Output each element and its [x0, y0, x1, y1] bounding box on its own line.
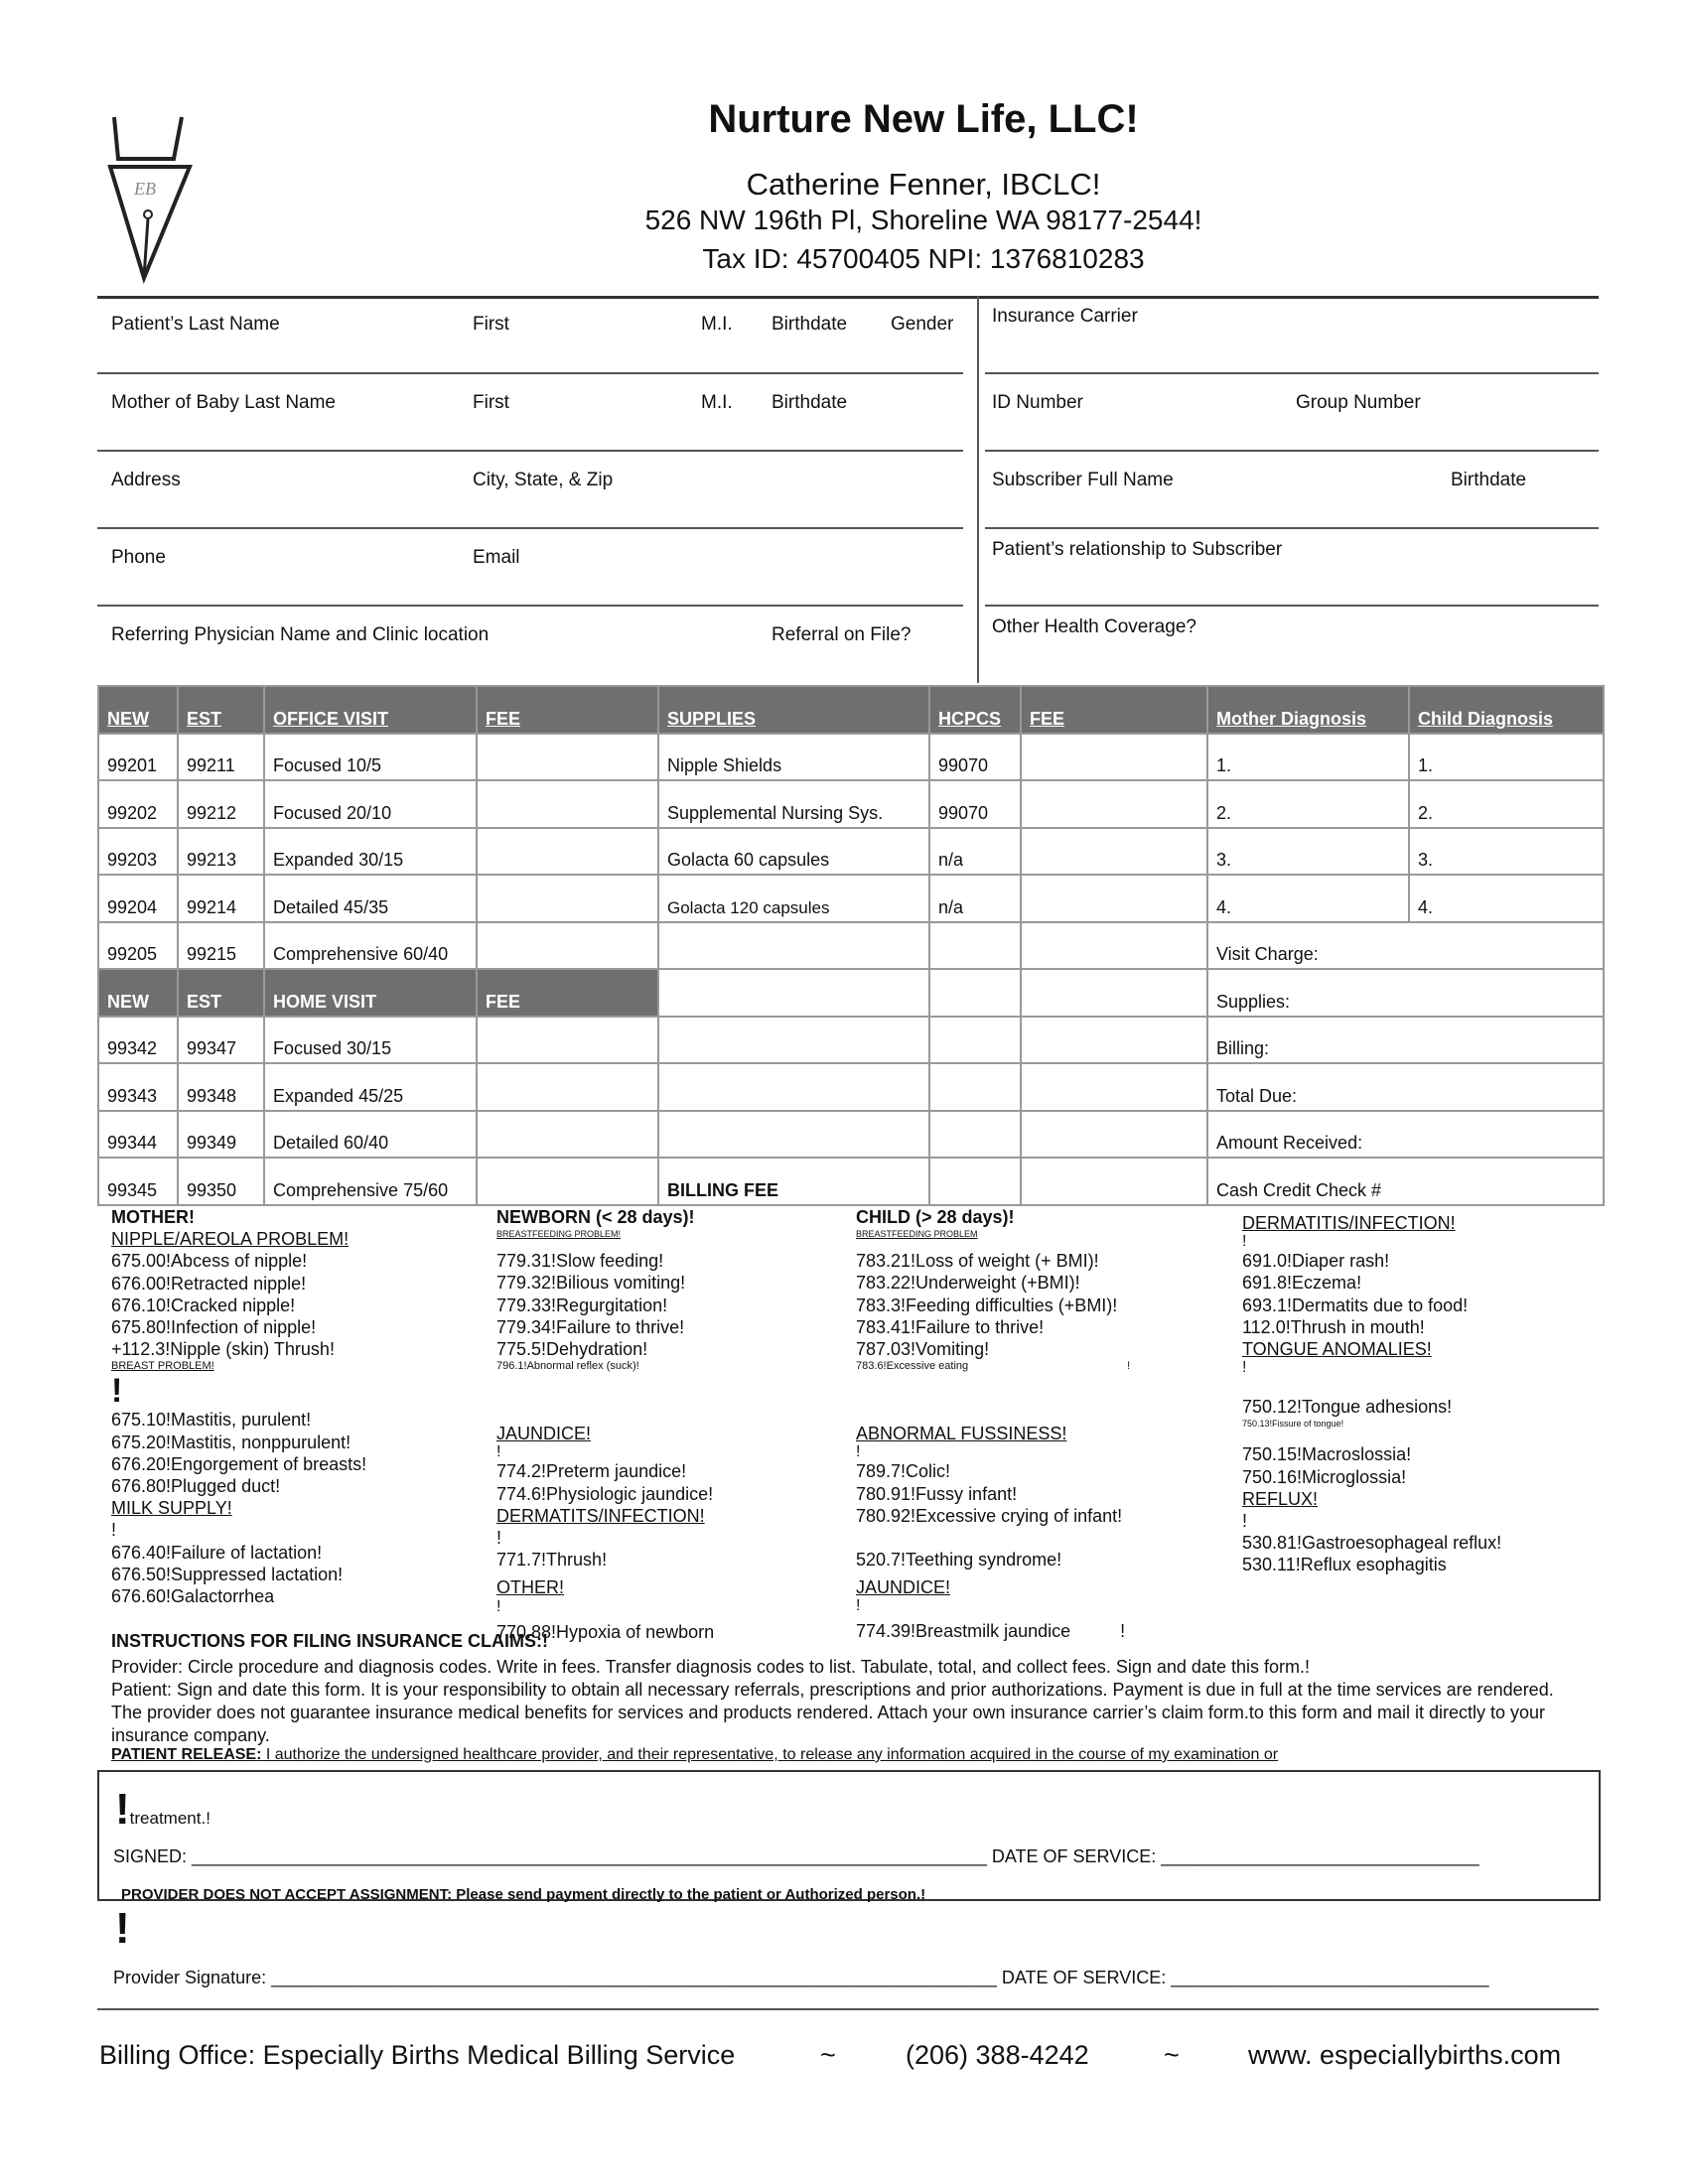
diagnosis-code[interactable]: 780.92!Excessive crying of infant! — [856, 1505, 1123, 1526]
provider-name: Catherine Fenner, IBCLC! — [746, 167, 1101, 202]
col-supply-fee: FEE — [1021, 686, 1207, 734]
other-coverage-label: Other Health Coverage? — [992, 616, 1196, 637]
diagnosis-code[interactable]: 675.20!Mastitis, nonppurulent! — [111, 1432, 352, 1452]
fee-cell[interactable] — [1021, 780, 1207, 828]
divider — [97, 2008, 1599, 2010]
patient-last-name-label: Patient’s Last Name — [111, 314, 280, 335]
col-child-diagnosis: Child Diagnosis — [1409, 686, 1604, 734]
org-name: Nurture New Life, LLC! — [708, 97, 1139, 141]
diagnosis-code[interactable]: 779.34!Failure to thrive! — [496, 1316, 685, 1337]
col-mother-diagnosis: Mother Diagnosis — [1207, 686, 1409, 734]
diagnosis-code[interactable] — [856, 1360, 1130, 1373]
cell: Golacta 60 capsules — [658, 828, 929, 876]
logo-initials: EB — [134, 179, 156, 199]
diagnosis-code[interactable]: 783.41!Failure to thrive! — [856, 1316, 1045, 1337]
mother-heading: MOTHER! — [111, 1207, 195, 1227]
exclamation-mark: ! — [1242, 1511, 1248, 1532]
cell — [929, 1111, 1021, 1159]
diagnosis-code[interactable]: 676.80!Plugged duct! — [111, 1476, 281, 1497]
cell: Expanded 45/25 — [264, 1063, 477, 1111]
diagnosis-code[interactable]: 775.5!Dehydration! — [496, 1339, 648, 1360]
divider — [97, 450, 963, 452]
divider — [97, 296, 1599, 299]
child-jaundice-heading: JAUNDICE! — [856, 1577, 951, 1598]
city-label: City, State, & Zip — [473, 470, 614, 490]
child-other-diagnosis-codes — [1242, 1212, 1501, 1576]
col-est: EST — [178, 969, 264, 1017]
diagnosis-code[interactable]: 691.8!Eczema! — [1242, 1273, 1362, 1294]
table-row — [98, 875, 1604, 922]
divider — [97, 527, 963, 529]
exclamation-mark: ! — [856, 1597, 861, 1615]
diagnosis-code[interactable]: 774.2!Preterm jaundice! — [496, 1461, 687, 1482]
cell[interactable]: n/a — [929, 875, 1021, 922]
divider — [985, 450, 1599, 452]
cell[interactable]: 1. — [1409, 734, 1604, 781]
col-hcpcs: HCPCS — [929, 686, 1021, 734]
fee-cell[interactable] — [477, 780, 658, 828]
patient-gender-label: Gender — [891, 314, 954, 335]
divider — [985, 527, 1599, 529]
provider-signature-line[interactable]: Provider Signature: _________________________________________________________________________ DATE OF SERVICE: ________________________________ — [113, 1968, 1489, 1987]
home-visit-header-row — [98, 969, 1604, 1017]
footer-separator: ~ — [1164, 2040, 1180, 2070]
cell[interactable]: 99348 — [178, 1063, 264, 1111]
diagnosis-code-text: 774.39!Breastmilk jaundice — [856, 1621, 1071, 1642]
cell[interactable]: 2. — [1207, 780, 1409, 828]
cell[interactable]: 99214 — [178, 875, 264, 922]
patient-instructions: Patient: Sign and date this form. It is your responsibility to obtain all necessary referrals, prescriptions and prior authorizations. Payment is due in full at the time services are rendered. The provider does not guarantee insurance medical benefits for services and products rendered. Attach your own insurance carrier’s claim form.to this form and mail it directly to your insurance company. — [111, 1680, 1554, 1745]
cell[interactable]: 99347 — [178, 1017, 264, 1064]
diagnosis-code[interactable]: +112.3!Nipple (skin) Thrush! — [111, 1339, 335, 1360]
cell — [929, 922, 1021, 970]
footer-separator: ~ — [820, 2040, 836, 2070]
cell[interactable]: 1. — [1207, 734, 1409, 781]
cell[interactable]: 99205 — [98, 922, 178, 970]
diagnosis-code[interactable]: 750.16!Microglossia! — [1242, 1466, 1407, 1487]
fee-cell[interactable] — [477, 1111, 658, 1159]
diagnosis-code[interactable]: 530.81!Gastroesophageal reflux! — [1242, 1533, 1502, 1554]
col-fee: FEE — [477, 969, 658, 1017]
table-row — [98, 780, 1604, 828]
group-number-label: Group Number — [1296, 392, 1421, 413]
cell[interactable]: 99345 — [98, 1158, 178, 1205]
exclamation-mark: ! — [1120, 1621, 1126, 1642]
patient-release-label: PATIENT RELEASE: — [111, 1746, 262, 1763]
diagnosis-code[interactable]: 691.0!Diaper rash! — [1242, 1251, 1390, 1272]
mother-birthdate-label: Birthdate — [772, 392, 848, 413]
diagnosis-code[interactable]: 693.1!Dermatits due to food! — [1242, 1295, 1469, 1315]
office-visit-header-row — [98, 686, 1604, 734]
diagnosis-code[interactable]: 675.10!Mastitis, purulent! — [111, 1410, 312, 1431]
procedure-codes-table — [97, 685, 1605, 1206]
billing-phone: (206) 388-4242 — [906, 2040, 1089, 2070]
diagnosis-code-text: 783.6!Excessive eating — [856, 1360, 969, 1373]
child-diagnosis-codes — [856, 1206, 1130, 1643]
patient-birthdate-label: Birthdate — [772, 314, 848, 335]
assignment-notice: PROVIDER DOES NOT ACCEPT ASSIGNMENT: Please send payment directly to the patient or Authorized person.! — [121, 1886, 926, 1903]
table-row — [98, 828, 1604, 876]
cell — [658, 1017, 929, 1064]
newborn-heading: NEWBORN (< 28 days)! — [496, 1207, 695, 1227]
nipple-problem-heading: NIPPLE/AREOLA PROBLEM! — [111, 1229, 350, 1250]
exclamation-mark: ! — [856, 1443, 861, 1461]
insurance-carrier-label: Insurance Carrier — [992, 306, 1138, 327]
child-heading: CHILD (> 28 days)! — [856, 1207, 1015, 1227]
diagnosis-code[interactable]: 750.15!Macroslossia! — [1242, 1444, 1412, 1465]
cell: Comprehensive 75/60 — [264, 1158, 477, 1205]
abnormal-fussiness-heading: ABNORMAL FUSSINESS! — [856, 1424, 1067, 1444]
cell: Expanded 30/15 — [264, 828, 477, 876]
exclamation-mark: ! — [496, 1528, 502, 1549]
cell — [1021, 1158, 1207, 1205]
milk-supply-heading: MILK SUPPLY! — [111, 1498, 232, 1519]
relationship-label: Patient’s relationship to Subscriber — [992, 539, 1283, 560]
fee-cell[interactable] — [477, 1017, 658, 1064]
patient-signature-line[interactable]: SIGNED: ________________________________________________________________________________ DATE OF SERVICE: ________________________________ — [113, 1846, 1479, 1866]
cell[interactable]: 2. — [1409, 780, 1604, 828]
diagnosis-code[interactable]: 796.1!Abnormal reflex (suck)! — [496, 1360, 639, 1373]
newborn-diagnosis-codes — [496, 1206, 714, 1643]
referral-on-file-label: Referral on File? — [772, 624, 912, 645]
id-number-label: ID Number — [992, 392, 1083, 413]
cell: Golacta 120 capsules — [658, 875, 929, 922]
diagnosis-code[interactable]: 676.60!Galactorrhea — [111, 1586, 275, 1607]
cell[interactable]: 99204 — [98, 875, 178, 922]
billing-office: Billing Office: Especially Births Medical Billing Service — [99, 2040, 736, 2070]
fee-cell[interactable] — [477, 1158, 658, 1205]
mother-diagnosis-codes — [111, 1206, 366, 1607]
address-label: Address — [111, 470, 181, 490]
diagnosis-code[interactable]: 783.3!Feeding difficulties (+BMI)! — [856, 1295, 1118, 1315]
cell: Focused 20/10 — [264, 780, 477, 828]
divider — [985, 605, 1599, 607]
diagnosis-code[interactable]: 789.7!Colic! — [856, 1461, 951, 1482]
dermatitis-heading: DERMATITS/INFECTION! — [496, 1505, 705, 1526]
referring-physician-label: Referring Physician Name and Clinic location — [111, 624, 490, 645]
dermatitis-infection-heading: DERMATITIS/INFECTION! — [1242, 1213, 1456, 1233]
diagnosis-code[interactable]: 530.11!Reflux esophagitis — [1242, 1555, 1447, 1575]
diagnosis-code[interactable]: 676.40!Failure of lactation! — [111, 1542, 323, 1563]
cell[interactable]: 99212 — [178, 780, 264, 828]
exclamation-mark: ! — [115, 1904, 130, 1953]
diagnosis-code[interactable]: 676.20!Engorgement of breasts! — [111, 1453, 367, 1474]
billing-fee-label: BILLING FEE — [658, 1158, 929, 1205]
tongue-anomalies-heading: TONGUE ANOMALIES! — [1242, 1339, 1432, 1360]
fee-cell[interactable] — [1021, 734, 1207, 781]
diagnosis-code[interactable]: 771.7!Thrush! — [496, 1550, 608, 1570]
treatment-line — [115, 1785, 211, 1835]
jaundice-heading: JAUNDICE! — [496, 1424, 592, 1444]
exclamation-mark: ! — [111, 1520, 117, 1541]
diagnosis-code[interactable]: 779.31!Slow feeding! — [496, 1251, 664, 1272]
diagnosis-code[interactable]: 750.13!Fissure of tongue! — [1242, 1419, 1344, 1430]
fee-cell[interactable] — [477, 734, 658, 781]
cell — [1021, 1063, 1207, 1111]
diagnosis-code[interactable]: 676.50!Suppressed lactation! — [111, 1564, 344, 1584]
diagnosis-code[interactable]: 779.33!Regurgitation! — [496, 1295, 668, 1315]
mother-first-label: First — [473, 392, 509, 413]
newborn-feeding-heading: BREASTFEEDING PROBLEM! — [496, 1229, 622, 1240]
col-new: NEW — [98, 969, 178, 1017]
mother-last-name-label: Mother of Baby Last Name — [111, 392, 336, 413]
phone-label: Phone — [111, 547, 166, 568]
child-feeding-heading: BREASTFEEDING PROBLEM — [856, 1229, 978, 1240]
cell — [929, 1063, 1021, 1111]
table-row — [98, 1111, 1604, 1159]
visit-charge-cell[interactable]: Visit Charge: — [1207, 922, 1604, 970]
cell: Nipple Shields — [658, 734, 929, 781]
cell — [1021, 1017, 1207, 1064]
tax-id: Tax ID: 45700405 NPI: 1376810283 — [702, 243, 1145, 274]
cell[interactable]: 99343 — [98, 1063, 178, 1111]
breast-problem-heading: BREAST PROBLEM! — [111, 1360, 214, 1373]
col-fee: FEE — [477, 686, 658, 734]
diagnosis-code[interactable]: 783.21!Loss of weight (+ BMI)! — [856, 1251, 1099, 1272]
cell: Detailed 45/35 — [264, 875, 477, 922]
diagnosis-code[interactable]: 112.0!Thrush in mouth! — [1242, 1316, 1425, 1337]
instructions-title: INSTRUCTIONS FOR FILING INSURANCE CLAIMS:! — [111, 1631, 548, 1651]
divider — [97, 372, 963, 374]
cell[interactable]: 4. — [1207, 875, 1409, 922]
cell — [658, 1111, 929, 1159]
fee-cell[interactable] — [477, 1063, 658, 1111]
diagnosis-code[interactable]: 676.00!Retracted nipple! — [111, 1273, 307, 1294]
provider-instructions: Provider: Circle procedure and diagnosis codes. Write in fees. Transfer diagnosis codes to list. Tabulate, total, and collect fees. Sign and date this form.! — [111, 1657, 1310, 1677]
table-row — [98, 1017, 1604, 1064]
table-row — [98, 922, 1604, 970]
billing-website[interactable]: www. especiallybirths.com — [1248, 2040, 1562, 2070]
fee-cell[interactable] — [1021, 875, 1207, 922]
patient-mi-label: M.I. — [701, 314, 733, 335]
cell[interactable]: 3. — [1409, 828, 1604, 876]
table-row — [98, 1063, 1604, 1111]
col-office-visit: OFFICE VISIT — [264, 686, 477, 734]
total-due-cell[interactable]: Total Due: — [1207, 1063, 1604, 1111]
cell[interactable]: 99070 — [929, 780, 1021, 828]
email-label: Email — [473, 547, 520, 568]
col-home-visit: HOME VISIT — [264, 969, 477, 1017]
cell: Detailed 60/40 — [264, 1111, 477, 1159]
diagnosis-code[interactable]: 780.91!Fussy infant! — [856, 1483, 1018, 1504]
cell — [1021, 922, 1207, 970]
cell[interactable]: 99211 — [178, 734, 264, 781]
patient-first-label: First — [473, 314, 509, 335]
table-row — [98, 734, 1604, 781]
billing-cell[interactable]: Billing: — [1207, 1017, 1604, 1064]
amount-received-cell[interactable]: Amount Received: — [1207, 1111, 1604, 1159]
diagnosis-code[interactable]: 675.00!Abcess of nipple! — [111, 1251, 308, 1272]
diagnosis-code[interactable]: 770.88!Hypoxia of newborn — [496, 1621, 715, 1642]
cell[interactable]: 4. — [1409, 875, 1604, 922]
treatment-text: treatment.! — [129, 1809, 211, 1828]
cell: Focused 10/5 — [264, 734, 477, 781]
payment-method-cell[interactable]: Cash Credit Check # — [1207, 1158, 1604, 1205]
divider — [97, 605, 963, 607]
cell[interactable]: 99202 — [98, 780, 178, 828]
exclamation-mark: ! — [1127, 1360, 1131, 1373]
diagnosis-code[interactable]: 675.80!Infection of nipple! — [111, 1317, 317, 1338]
col-supplies: SUPPLIES — [658, 686, 929, 734]
signature-box — [97, 1770, 1601, 1901]
diagnosis-code[interactable]: 779.32!Bilious vomiting! — [496, 1273, 686, 1294]
reflux-heading: REFLUX! — [1242, 1488, 1319, 1509]
fee-cell[interactable] — [477, 828, 658, 876]
divider — [985, 372, 1599, 374]
divider — [977, 296, 979, 683]
cell[interactable]: 99349 — [178, 1111, 264, 1159]
cell — [929, 969, 1021, 1017]
diagnosis-code[interactable]: 520.7!Teething syndrome! — [856, 1550, 1062, 1570]
cell[interactable]: 99350 — [178, 1158, 264, 1205]
cell — [1021, 1111, 1207, 1159]
cell[interactable]: 99203 — [98, 828, 178, 876]
fee-cell[interactable] — [477, 922, 658, 970]
subscriber-name-label: Subscriber Full Name — [992, 470, 1174, 490]
cell[interactable]: 99070 — [929, 734, 1021, 781]
exclamation-mark: ! — [496, 1597, 501, 1615]
cell — [658, 969, 929, 1017]
patient-release — [111, 1743, 1581, 1766]
cell — [929, 1017, 1021, 1064]
cell[interactable]: 99215 — [178, 922, 264, 970]
cell — [658, 1063, 929, 1111]
cell: Comprehensive 60/40 — [264, 922, 477, 970]
diagnosis-code[interactable]: 783.22!Underweight (+BMI)! — [856, 1273, 1080, 1294]
exclamation-mark: ! — [115, 1785, 130, 1834]
patient-release-text: I authorize the undersigned healthcare provider, and their representative, to release any information acquired in the course of my examination or — [261, 1746, 1279, 1763]
cell[interactable]: 3. — [1207, 828, 1409, 876]
cell[interactable]: 99213 — [178, 828, 264, 876]
cell[interactable]: n/a — [929, 828, 1021, 876]
exclamation-mark: ! — [496, 1443, 501, 1461]
cell[interactable]: 99344 — [98, 1111, 178, 1159]
diagnosis-code[interactable]: 676.10!Cracked nipple! — [111, 1295, 296, 1315]
col-new: NEW — [98, 686, 178, 734]
diagnosis-code[interactable]: 787.03!Vomiting! — [856, 1339, 990, 1360]
cell[interactable]: 99201 — [98, 734, 178, 781]
diagnosis-code[interactable]: 774.6!Physiologic jaundice! — [496, 1483, 714, 1504]
cell — [658, 922, 929, 970]
table-row — [98, 1158, 1604, 1205]
cell: Focused 30/15 — [264, 1017, 477, 1064]
exclamation-mark: ! — [1242, 1233, 1247, 1251]
cell — [929, 1158, 1021, 1205]
supplies-total-cell[interactable]: Supplies: — [1207, 969, 1604, 1017]
provider-address: 526 NW 196th Pl, Shoreline WA 98177-2544! — [644, 205, 1202, 235]
fee-cell[interactable] — [477, 875, 658, 922]
cell: Supplemental Nursing Sys. — [658, 780, 929, 828]
exclamation-mark: ! — [111, 1372, 123, 1411]
other-heading: OTHER! — [496, 1577, 565, 1598]
fee-cell[interactable] — [1021, 828, 1207, 876]
cell — [1021, 969, 1207, 1017]
mother-mi-label: M.I. — [701, 392, 733, 413]
diagnosis-code[interactable]: 750.12!Tongue adhesions! — [1242, 1397, 1453, 1418]
exclamation-mark: ! — [1242, 1359, 1247, 1377]
col-est: EST — [178, 686, 264, 734]
cell[interactable]: 99342 — [98, 1017, 178, 1064]
subscriber-birthdate-label: Birthdate — [1451, 470, 1527, 490]
